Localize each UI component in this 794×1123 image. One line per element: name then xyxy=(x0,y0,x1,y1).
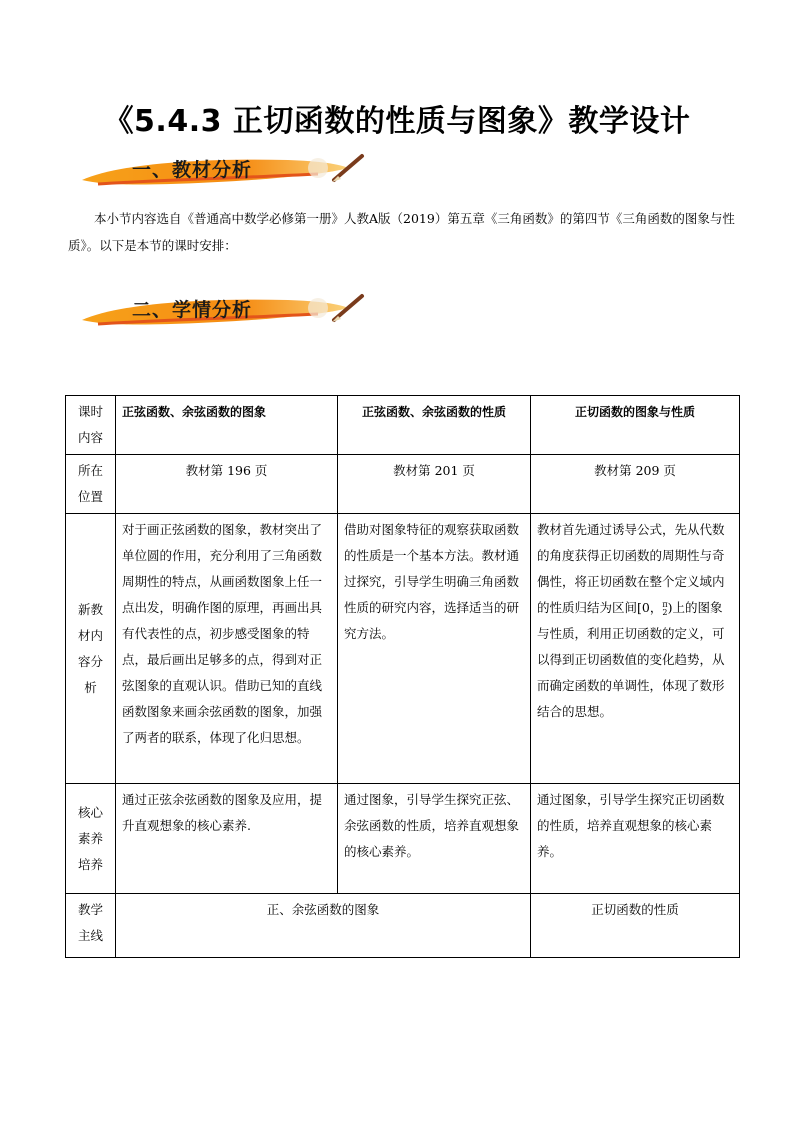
section-banner-learning xyxy=(78,290,368,334)
row-header: 所在位置 xyxy=(66,455,116,514)
lesson-cell: 正切函数的图象与性质 xyxy=(531,396,740,455)
table-row xyxy=(66,396,740,455)
analysis-cell: 借助对图象特征的观察获取函数的性质是一个基本方法。教材通过探究，引导学生明确三角函数性质的研究内容，选择适当的研究方法。 xyxy=(338,514,531,784)
mainline-cell: 正切函数的性质 xyxy=(531,894,740,958)
section-label: 一、教材分析 xyxy=(132,159,253,181)
section-banner-textbook xyxy=(78,150,368,194)
position-cell: 教材第 209 页 xyxy=(531,455,740,514)
table-row xyxy=(66,784,740,894)
analysis-text: )上的图象与性质，利用正切函数的定义，可以得到正切函数值的变化趋势，从而确定函数的单调性，体现了数形结合的思想。 xyxy=(537,600,725,719)
intro-paragraph: 本小节内容选自《普通高中数学必修第一册》人教A版（2019）第五章《三角函数》的第四节《三角函数的图象与性质》。以下是本节的课时安排： xyxy=(68,211,735,253)
position-cell: 教材第 196 页 xyxy=(116,455,338,514)
analysis-cell: 对于画正弦函数的图象，教材突出了单位圆的作用，充分利用了三角函数周期性的特点，从画函数图象上任一点出发，明确作图的原理，再画出具有代表性的点，初步感受图象的特点，最后画出足够多的点，得到对正弦图象的直观认识。借助已知的直线函数图象来画余弦函数的图象，加强了两者的联系，体现了化归思想。 xyxy=(116,514,338,784)
lesson-cell: 正弦函数、余弦函数的图象 xyxy=(116,396,338,455)
row-header: 新教材内容分析 xyxy=(66,514,116,784)
section-label: 二、学情分析 xyxy=(132,299,253,321)
analysis-text: 教材首先通过诱导公式，先从代数的角度获得正切函数的周期性与奇偶性，将正切函数在整个定义域内的性质归结为区间[0， xyxy=(537,522,725,615)
table-row xyxy=(66,514,740,784)
lesson-cell: 正弦函数、余弦函数的性质 xyxy=(338,396,531,455)
fraction-numerator: π xyxy=(662,599,668,609)
literacy-cell: 通过图象，引导学生探究正弦、余弦函数的性质，培养直观想象的核心素养。 xyxy=(338,784,531,894)
fraction-denominator: 2 xyxy=(662,607,668,617)
mainline-cell: 正、余弦函数的图象 xyxy=(116,894,531,958)
literacy-cell: 通过图象，引导学生探究正切函数的性质，培养直观想象的核心素养。 xyxy=(531,784,740,894)
literacy-cell: 通过正弦余弦函数的图象及应用，提升直观想象的核心素养. xyxy=(116,784,338,894)
row-header: 教学主线 xyxy=(66,894,116,958)
row-header: 课时内容 xyxy=(66,396,116,455)
page-title: 《5.4.3 正切函数的性质与图象》教学设计 xyxy=(103,104,691,139)
analysis-cell xyxy=(531,514,740,784)
table-row xyxy=(66,455,740,514)
row-header: 核心素养培养 xyxy=(66,784,116,894)
lesson-table xyxy=(65,395,740,958)
position-cell: 教材第 201 页 xyxy=(338,455,531,514)
table-row xyxy=(66,894,740,958)
